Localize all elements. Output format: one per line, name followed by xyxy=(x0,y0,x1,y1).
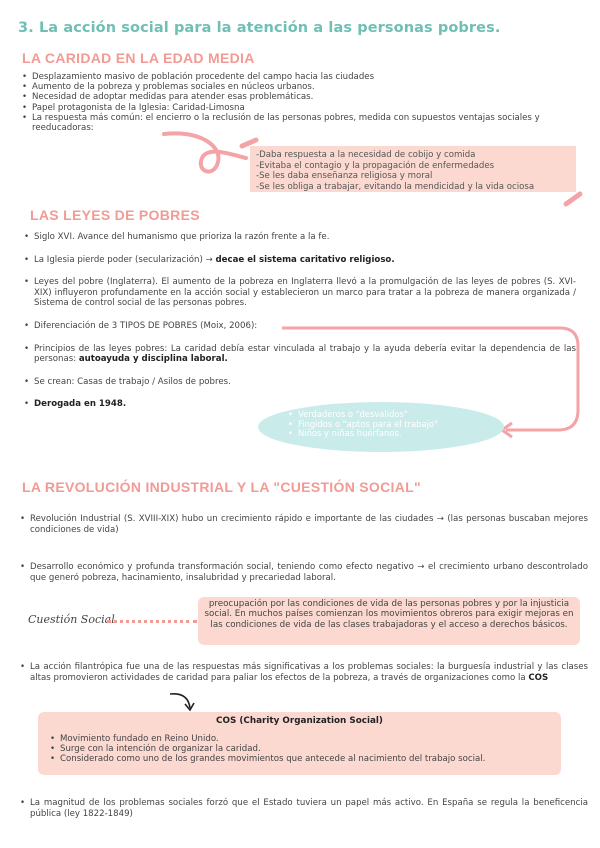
list-item-bold: autoayuda y disciplina laboral. xyxy=(78,354,228,365)
quote-line: -Se les daba enseñanza religiosa y moral xyxy=(256,171,433,182)
list-item-bold: decae el sistema caritativo religioso. xyxy=(215,254,395,265)
poor-types-list xyxy=(288,410,504,439)
reclusion-advantages-box xyxy=(250,146,576,192)
list-item: • Siglo XVI. Avance del humanismo que prioriza la razón frente a la fe. xyxy=(24,232,576,243)
cuestion-social-definition xyxy=(198,597,580,645)
definition-text: preocupación por las condiciones de vida de las personas pobres y por la injusticia social. En muchos países comienzan los movimientos obreros para exigir mejoras en las condiciones de vida de las clases trabajadoras y el acceso a derechos básicos. xyxy=(204,599,574,630)
heading-leyes-pobres: LAS LEYES DE POBRES xyxy=(30,207,200,223)
quote-line: -Evitaba el contagio y la propagación de enfermedades xyxy=(256,160,495,171)
quote-line: -Daba respuesta a la necesidad de cobijo y comida xyxy=(256,150,476,160)
list-item: • Revolución Industrial (S. XVIII-XIX) hubo un crecimiento rápido e importante de las ciudades → (las personas buscaban mejores condiciones de vida) xyxy=(20,514,588,535)
heading-revolucion-industrial: LA REVOLUCIÓN INDUSTRIAL Y LA "CUESTIÓN SOCIAL" xyxy=(22,479,421,495)
list-item: • Desarrollo económico y profunda transformación social, teniendo como efecto negativo → el crecimiento urbano descontrolado que generó pobreza, hacinamiento, insalubridad y precariedad laboral. xyxy=(20,562,588,583)
list-item-text: La acción filantrópica fue una de las respuestas más significativas a los problemas sociales: la burguesía industrial y las clases altas promovieron actividades de caridad para paliar los efectos de la pobreza, a través de organizaciones como la xyxy=(30,662,588,683)
heading-caridad: LA CARIDAD EN LA EDAD MEDIA xyxy=(22,50,255,66)
cos-box xyxy=(38,712,561,775)
list-item-text: Principios de las leyes pobres: La caridad debía estar vinculada al trabajo y la ayuda debería evitar la dependencia de las personas: xyxy=(34,343,576,365)
list-item: • Verdaderos o "desvalidos" xyxy=(288,410,504,420)
list-item: • Considerado como uno de los grandes movimientos que antecede al nacimiento del trabajo social. xyxy=(50,754,561,764)
page-title: 3. La acción social para la atención a las personas pobres. xyxy=(18,20,501,36)
list-item: • La respuesta más común: el encierro o la reclusión de las personas pobres, medida con supuestos ventajas sociales y reeducadoras: xyxy=(22,113,578,133)
list-item: • Movimiento fundado en Reino Unido. xyxy=(50,734,561,744)
cos-title: COS (Charity Organization Social) xyxy=(216,716,383,726)
list-item: • Necesidad de adoptar medidas para atender esas problemáticas. xyxy=(22,92,578,102)
revolucion-item-2 xyxy=(20,562,588,583)
revolucion-item-4 xyxy=(20,798,588,819)
cuestion-social-label: Cuestión Social xyxy=(28,613,115,626)
list-item: • Papel protagonista de la Iglesia: Caridad-Limosna xyxy=(22,103,578,113)
revolucion-item-3 xyxy=(20,662,588,683)
cos-list xyxy=(50,734,561,764)
list-item-bold: Derogada en 1948. xyxy=(34,399,127,410)
list-item xyxy=(24,255,576,266)
list-item: • Desplazamiento masivo de población procedente del campo hacia las ciudades xyxy=(22,72,578,82)
list-item xyxy=(20,662,588,683)
quote-line: -Se les obliga a trabajar, evitando la mendicidad y la vida ociosa xyxy=(256,181,535,192)
list-item: • Diferenciación de 3 TIPOS DE POBRES (Moix, 2006): xyxy=(24,321,576,332)
list-item: • La magnitud de los problemas sociales forzó que el Estado tuviera un papel más activo. En España se regula la beneficencia pública (ley 1822-1849) xyxy=(20,798,588,819)
list-item: • Leyes del pobre (Inglaterra). El aumento de la pobreza en Inglaterra llevó a la promulgación de las leyes de pobres (S. XVI-XIX) influyeron profundamente en la acción social y establecieron un marco para tratar a la pobreza de manera organizada / Sistema de control social de las personas pobres. xyxy=(24,277,576,309)
list-item: • Surge con la intención de organizar la caridad. xyxy=(50,744,561,754)
list-item: • Fingidos o "aptos para el trabajo" xyxy=(288,420,504,430)
list-item: • Aumento de la pobreza y problemas sociales en núcleos urbanos. xyxy=(22,82,578,92)
poor-types-ellipse xyxy=(258,402,504,452)
revolucion-item-1 xyxy=(20,514,588,535)
list-item-text: La Iglesia pierde poder (secularización) → xyxy=(34,254,216,265)
list-item: • Niños y niñas huérfanos. xyxy=(288,429,504,439)
dotted-connector xyxy=(107,620,197,623)
list-item: • Se crean: Casas de trabajo / Asilos de pobres. xyxy=(24,377,576,388)
list-item-bold: COS xyxy=(528,672,549,683)
